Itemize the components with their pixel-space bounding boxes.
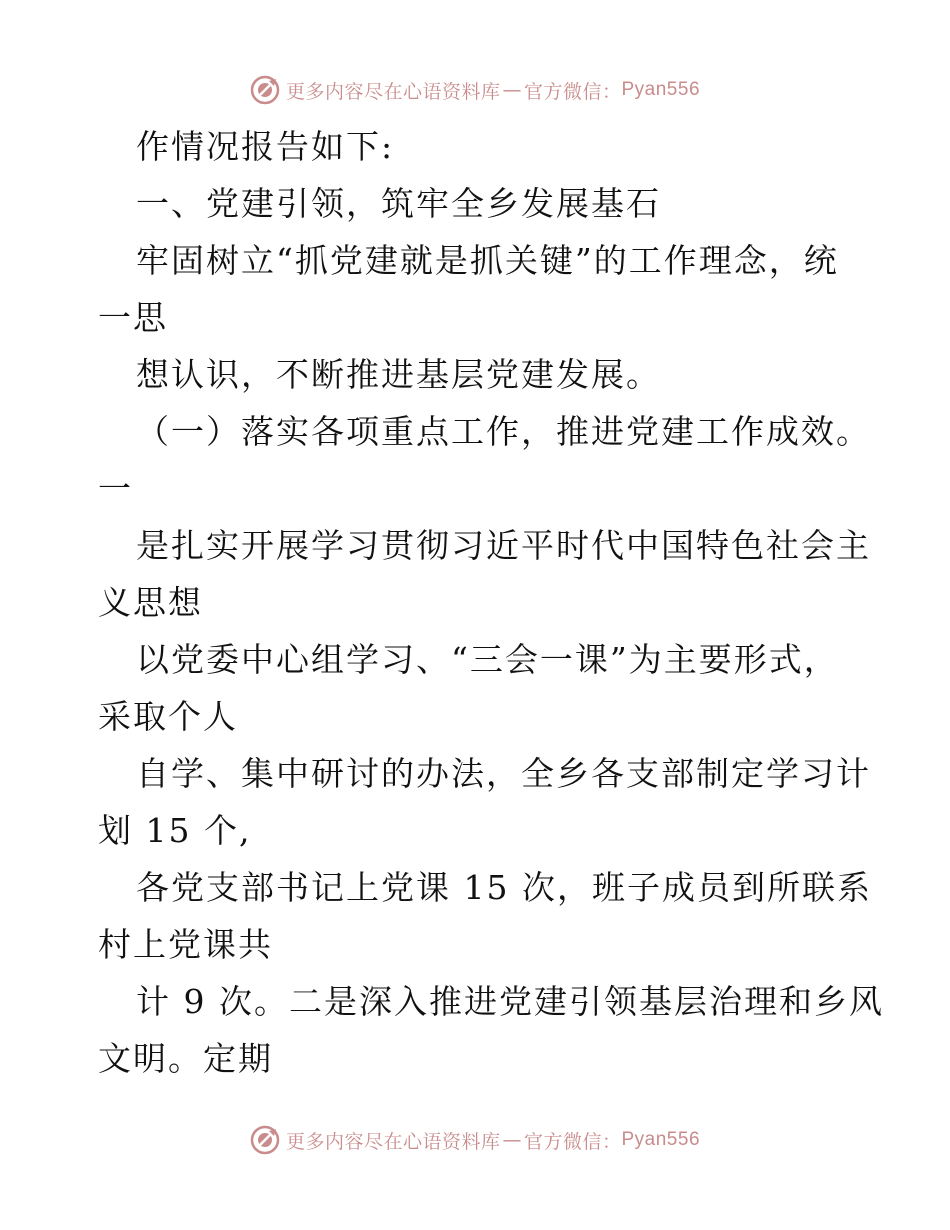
watermark-id: Pyan556 xyxy=(621,1129,701,1150)
footer-watermark xyxy=(0,1120,950,1160)
watermark-text: 更多内容尽在心语资料库 xyxy=(285,1130,501,1153)
text-line: 一 xyxy=(98,469,133,508)
text-line: 牢固树立“抓党建就是抓关键”的工作理念，统 xyxy=(136,241,839,280)
text-line: 采取个人 xyxy=(98,697,238,736)
watermark-separator: — xyxy=(502,1129,522,1151)
watermark-separator: — xyxy=(502,79,522,101)
text-line: 一思 xyxy=(98,298,168,337)
text-line: 以党委中心组学习、“三会一课”为主要形式， xyxy=(136,640,839,679)
brand-logo-icon xyxy=(250,1125,280,1155)
text-line: 作情况报告如下: xyxy=(136,127,395,166)
brand-logo-icon xyxy=(250,75,280,105)
section-heading: 一、党建引领，筑牢全乡发展基石 xyxy=(136,184,661,223)
watermark-id: Pyan556 xyxy=(621,79,701,100)
header-watermark xyxy=(0,70,950,110)
text-line: 村上党课共 xyxy=(98,925,273,964)
watermark-suffix: 官方微信： xyxy=(523,80,622,103)
text-line: 文明。定期 xyxy=(98,1039,273,1078)
text-line: 各党支部书记上党课 15 次，班子成员到所联系 xyxy=(136,868,872,907)
text-line: 划 15 个, xyxy=(98,811,252,850)
text-line: 是扎实开展学习贯彻习近平时代中国特色社会主 xyxy=(136,526,871,565)
watermark-text: 更多内容尽在心语资料库 xyxy=(285,80,501,103)
text-line: 计 9 次。二是深入推进党建引领基层治理和乡风 xyxy=(136,982,884,1021)
watermark-suffix: 官方微信： xyxy=(523,1130,622,1153)
text-line: 义思想 xyxy=(98,583,203,622)
subsection-heading: （一）落实各项重点工作，推进党建工作成效。 xyxy=(136,412,871,451)
text-line: 自学、集中研讨的办法，全乡各支部制定学习计 xyxy=(136,754,871,793)
document-body xyxy=(98,118,884,1087)
text-line: 想认识，不断推进基层党建发展。 xyxy=(136,355,661,394)
